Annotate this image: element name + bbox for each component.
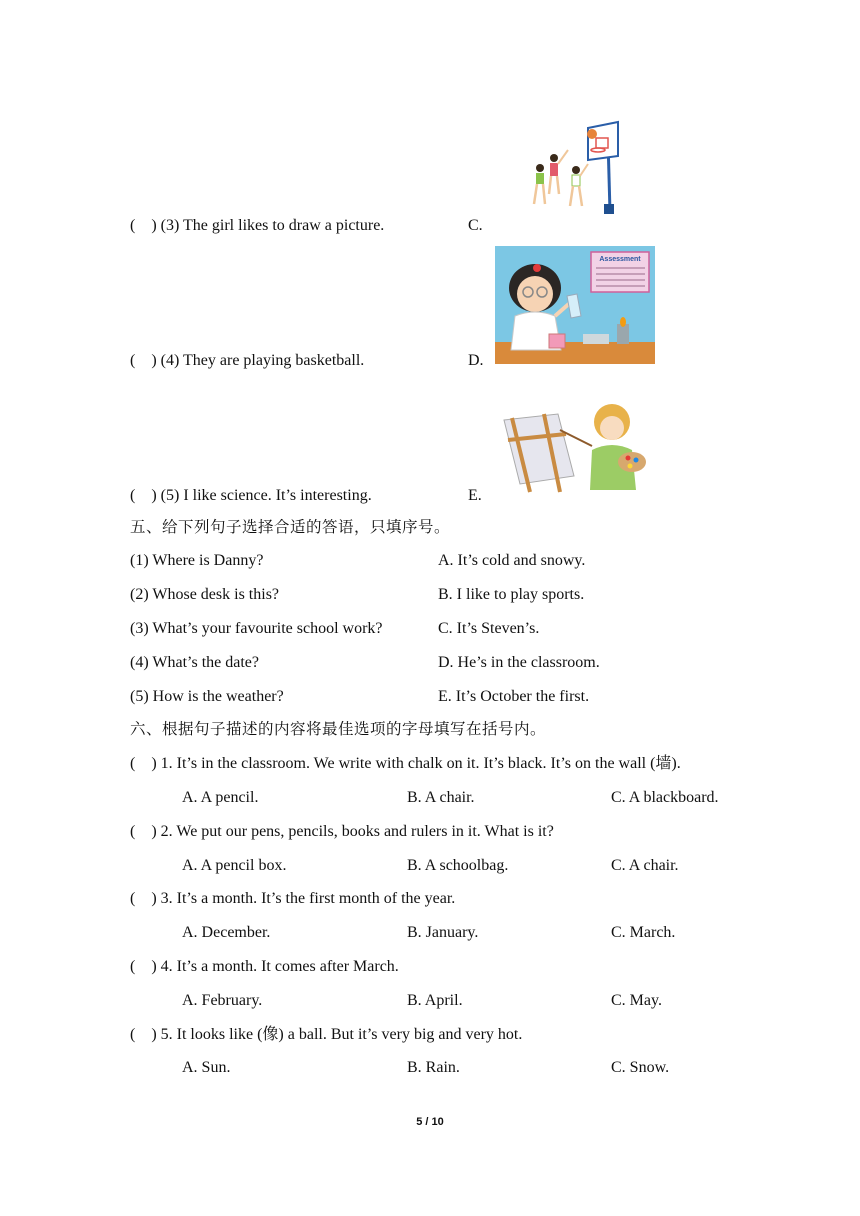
- s6-question-4: ( ) 4. It’s a month. It comes after March.: [130, 958, 399, 975]
- girl-painting-picture: [500, 400, 648, 496]
- s6-question-3: ( ) 3. It’s a month. It’s the first month of the year.: [130, 890, 456, 907]
- s6-q3-option-b: B. January.: [407, 924, 479, 941]
- s6-q4-option-c: C. May.: [611, 992, 662, 1009]
- s6-question-1: ( ) 1. It’s in the classroom. We write with chalk on it. It’s black. It’s on the wall (墙).: [130, 755, 681, 772]
- s6-q5-option-b: B. Rain.: [407, 1059, 460, 1076]
- science-assessment-picture: [495, 246, 655, 364]
- match-letter-d: D.: [468, 352, 484, 369]
- match-letter-c: C.: [468, 217, 483, 234]
- match-row-5: ( ) (5) I like science. It’s interesting.: [130, 487, 372, 504]
- s5-question-5: (5) How is the weather?: [130, 688, 284, 705]
- basketball-picture: [526, 120, 626, 218]
- s6-q3-option-a: A. December.: [182, 924, 271, 941]
- s5-question-2: (2) Whose desk is this?: [130, 586, 280, 603]
- s6-question-5: ( ) 5. It looks like (像) a ball. But it’s very big and very hot.: [130, 1026, 523, 1043]
- s6-question-2: ( ) 2. We put our pens, pencils, books and rulers in it. What is it?: [130, 823, 554, 840]
- s6-q2-option-c: C. A chair.: [611, 857, 679, 874]
- s5-answer-b: B. I like to play sports.: [438, 586, 585, 603]
- s5-answer-c: C. It’s Steven’s.: [438, 620, 540, 637]
- s6-q5-option-a: A. Sun.: [182, 1059, 231, 1076]
- page-number: 5 / 10: [416, 1116, 444, 1128]
- s6-q4-option-b: B. April.: [407, 992, 463, 1009]
- s6-q3-option-c: C. March.: [611, 924, 676, 941]
- section6-heading: 六、根据句子描述的内容将最佳选项的字母填写在括号内。: [130, 720, 547, 738]
- s5-answer-d: D. He’s in the classroom.: [438, 654, 600, 671]
- s5-question-1: (1) Where is Danny?: [130, 552, 264, 569]
- s6-q1-option-c: C. A blackboard.: [611, 789, 719, 806]
- s5-question-3: (3) What’s your favourite school work?: [130, 620, 383, 637]
- s5-question-4: (4) What’s the date?: [130, 654, 259, 671]
- s6-q2-option-a: A. A pencil box.: [182, 857, 287, 874]
- section5-heading: 五、给下列句子选择合适的答语，只填序号。: [130, 518, 451, 536]
- s6-q5-option-c: C. Snow.: [611, 1059, 670, 1076]
- s6-q2-option-b: B. A schoolbag.: [407, 857, 509, 874]
- match-row-3: ( ) (3) The girl likes to draw a picture.: [130, 217, 385, 234]
- s5-answer-e: E. It’s October the first.: [438, 688, 590, 705]
- s6-q4-option-a: A. February.: [182, 992, 263, 1009]
- s5-answer-a: A. It’s cold and snowy.: [438, 552, 586, 569]
- assessment-board-title: Assessment: [599, 256, 641, 263]
- match-row-4: ( ) (4) They are playing basketball.: [130, 352, 365, 369]
- match-letter-e: E.: [468, 487, 482, 504]
- s6-q1-option-a: A. A pencil.: [182, 789, 259, 806]
- s6-q1-option-b: B. A chair.: [407, 789, 475, 806]
